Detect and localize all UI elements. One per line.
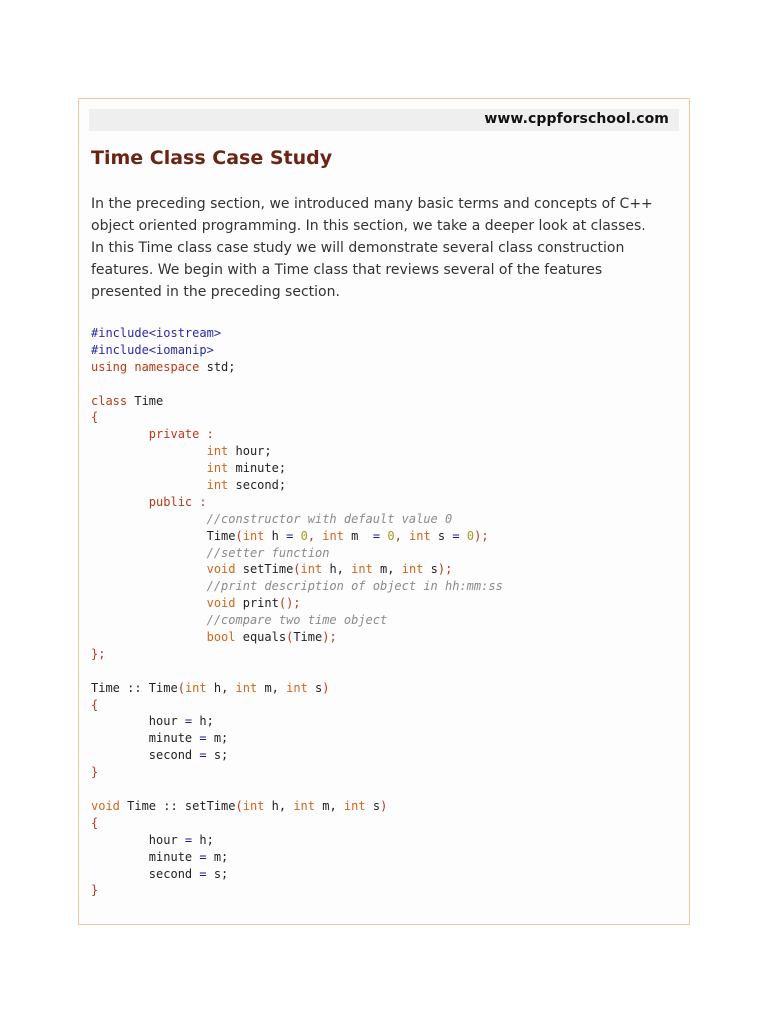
code-token: = [199, 748, 207, 763]
code-line [91, 393, 503, 410]
code-token: int [343, 798, 366, 813]
code-line [91, 545, 503, 562]
code-line [91, 764, 503, 781]
code-token [293, 529, 300, 543]
code-token: = [199, 866, 207, 881]
code-token: second [91, 866, 200, 881]
code-token: ( [286, 630, 294, 645]
code-token: std; [199, 359, 236, 374]
code-line [91, 359, 503, 376]
code-token: setTime [235, 562, 294, 577]
code-token: m; [206, 849, 229, 864]
code-token: { [91, 697, 99, 712]
code-token: hour [91, 832, 185, 847]
code-token: int [206, 478, 229, 493]
code-token: } [91, 883, 99, 898]
code-line [91, 629, 503, 646]
code-token [91, 613, 207, 627]
code-token: //compare two time object [206, 613, 388, 628]
code-token: #include<iomanip> [91, 342, 214, 357]
code-token: Time [293, 630, 323, 645]
code-token: , [307, 528, 323, 543]
code-token [91, 562, 207, 576]
code-token: bool [206, 630, 236, 645]
code-token: private : [148, 427, 214, 442]
code-token: void [91, 798, 120, 813]
code-block [91, 325, 503, 899]
code-token: ( [235, 528, 243, 543]
code-token [91, 427, 149, 441]
code-token: ); [437, 562, 453, 577]
code-line [91, 409, 503, 426]
code-token: int [286, 680, 308, 695]
code-token: int [242, 798, 265, 813]
code-token: h, [206, 680, 236, 695]
code-line [91, 460, 503, 477]
code-token: = [286, 528, 294, 543]
code-token: = [184, 714, 193, 729]
code-token: int [293, 798, 316, 813]
code-token: hour [91, 714, 185, 729]
code-token [91, 478, 207, 492]
code-line [91, 325, 503, 342]
code-token: //setter function [206, 545, 330, 560]
code-token [91, 461, 207, 475]
code-line [91, 477, 503, 494]
code-line [91, 376, 503, 393]
code-token: s [365, 798, 381, 813]
code-token: } [91, 765, 99, 780]
code-token: minute; [228, 461, 287, 476]
code-token: h, [322, 562, 352, 577]
code-token: //constructor with default value 0 [206, 511, 453, 526]
code-line [91, 443, 503, 460]
code-token: = [184, 832, 193, 847]
code-token: { [91, 410, 99, 425]
code-token [91, 579, 207, 593]
code-token: ) [322, 680, 330, 695]
code-token: ); [474, 528, 489, 543]
code-token: int [351, 562, 373, 577]
code-token: h; [192, 714, 214, 729]
code-token: public : [148, 494, 207, 509]
code-token: s [423, 562, 438, 577]
code-line [91, 646, 503, 663]
code-token: ( [177, 680, 185, 695]
code-token: Time :: setTime [119, 798, 236, 813]
code-token: int [206, 444, 229, 459]
code-token [91, 630, 207, 644]
code-token: = [199, 731, 207, 746]
code-token: class [91, 393, 128, 408]
code-token: hour; [228, 444, 272, 459]
code-token: m; [206, 731, 229, 746]
code-line [91, 426, 503, 443]
code-token: second [91, 748, 200, 763]
code-line [91, 781, 503, 798]
code-token: ) [380, 798, 388, 813]
code-token: void [206, 562, 236, 577]
code-token [91, 596, 207, 610]
code-token: { [91, 815, 99, 830]
code-line [91, 713, 503, 730]
code-token: //print description of object in hh:mm:ss [206, 579, 503, 594]
code-token: #include<iostream> [91, 326, 222, 340]
code-token: int [242, 528, 265, 543]
code-line [91, 561, 503, 578]
code-line [91, 697, 503, 714]
code-token [91, 444, 207, 458]
code-line [91, 511, 503, 528]
code-token: , [394, 528, 410, 543]
code-token: = [452, 528, 460, 543]
code-line [91, 815, 503, 832]
document-page [78, 98, 690, 925]
site-header-bar [89, 109, 679, 131]
code-token: s; [206, 748, 229, 763]
code-token [91, 495, 149, 509]
code-token: h [264, 528, 287, 543]
code-token: int [184, 680, 207, 695]
code-token: s; [206, 866, 229, 881]
code-token: second; [228, 478, 287, 493]
code-token: m, [257, 680, 287, 695]
code-token: = [199, 849, 207, 864]
code-line [91, 663, 503, 680]
code-token: s [307, 680, 323, 695]
code-token: Time :: Time [91, 680, 178, 695]
code-line [91, 680, 503, 697]
code-token: (); [278, 596, 301, 611]
code-token: int [322, 528, 344, 543]
code-token: }; [91, 646, 106, 661]
intro-paragraph: In the preceding section, we introduced many basic terms and concepts of C++ object oriented programming. In this section, we take a deeper look at classes. In this Time class case study we will demonstrate several class construction features. We begin with a Time class that reviews several of the features presented in the preceding section. [91, 196, 653, 300]
code-line [91, 866, 503, 883]
code-line [91, 528, 503, 545]
code-line [91, 849, 503, 866]
code-token: int [300, 562, 323, 577]
code-token: h, [264, 798, 294, 813]
code-token: minute [91, 731, 200, 746]
code-token: h; [192, 832, 214, 847]
code-token: ); [322, 630, 337, 645]
code-token: m [343, 528, 373, 543]
code-token: ( [235, 798, 243, 813]
code-token: Time [91, 528, 236, 543]
site-url[interactable]: www.cppforschool.com [484, 111, 669, 127]
page-title: Time Class Case Study [91, 147, 333, 169]
code-token: print [235, 596, 279, 611]
code-token: int [206, 461, 229, 476]
code-token [91, 546, 207, 560]
code-token: void [206, 596, 236, 611]
code-line [91, 798, 503, 815]
code-token: equals [235, 630, 287, 645]
code-line [91, 342, 503, 359]
code-token: s [430, 528, 453, 543]
code-line [91, 832, 503, 849]
code-token: 0 [387, 528, 395, 543]
code-token: Time [127, 393, 164, 408]
code-token: m, [372, 562, 402, 577]
code-line [91, 578, 503, 595]
code-line [91, 612, 503, 629]
code-token: minute [91, 849, 200, 864]
code-token: int [409, 528, 431, 543]
code-line [91, 730, 503, 747]
code-line [91, 882, 503, 899]
code-token: 0 [466, 528, 475, 543]
code-token [460, 529, 467, 543]
code-token: int [235, 680, 258, 695]
code-token [91, 512, 207, 526]
code-line [91, 595, 503, 612]
code-token: ( [293, 562, 301, 577]
code-line [91, 494, 503, 511]
code-token: int [401, 562, 424, 577]
code-line [91, 747, 503, 764]
code-token: 0 [300, 528, 308, 543]
code-token: using namespace [91, 359, 200, 374]
code-token: = [372, 528, 381, 543]
code-token: m, [315, 798, 344, 813]
